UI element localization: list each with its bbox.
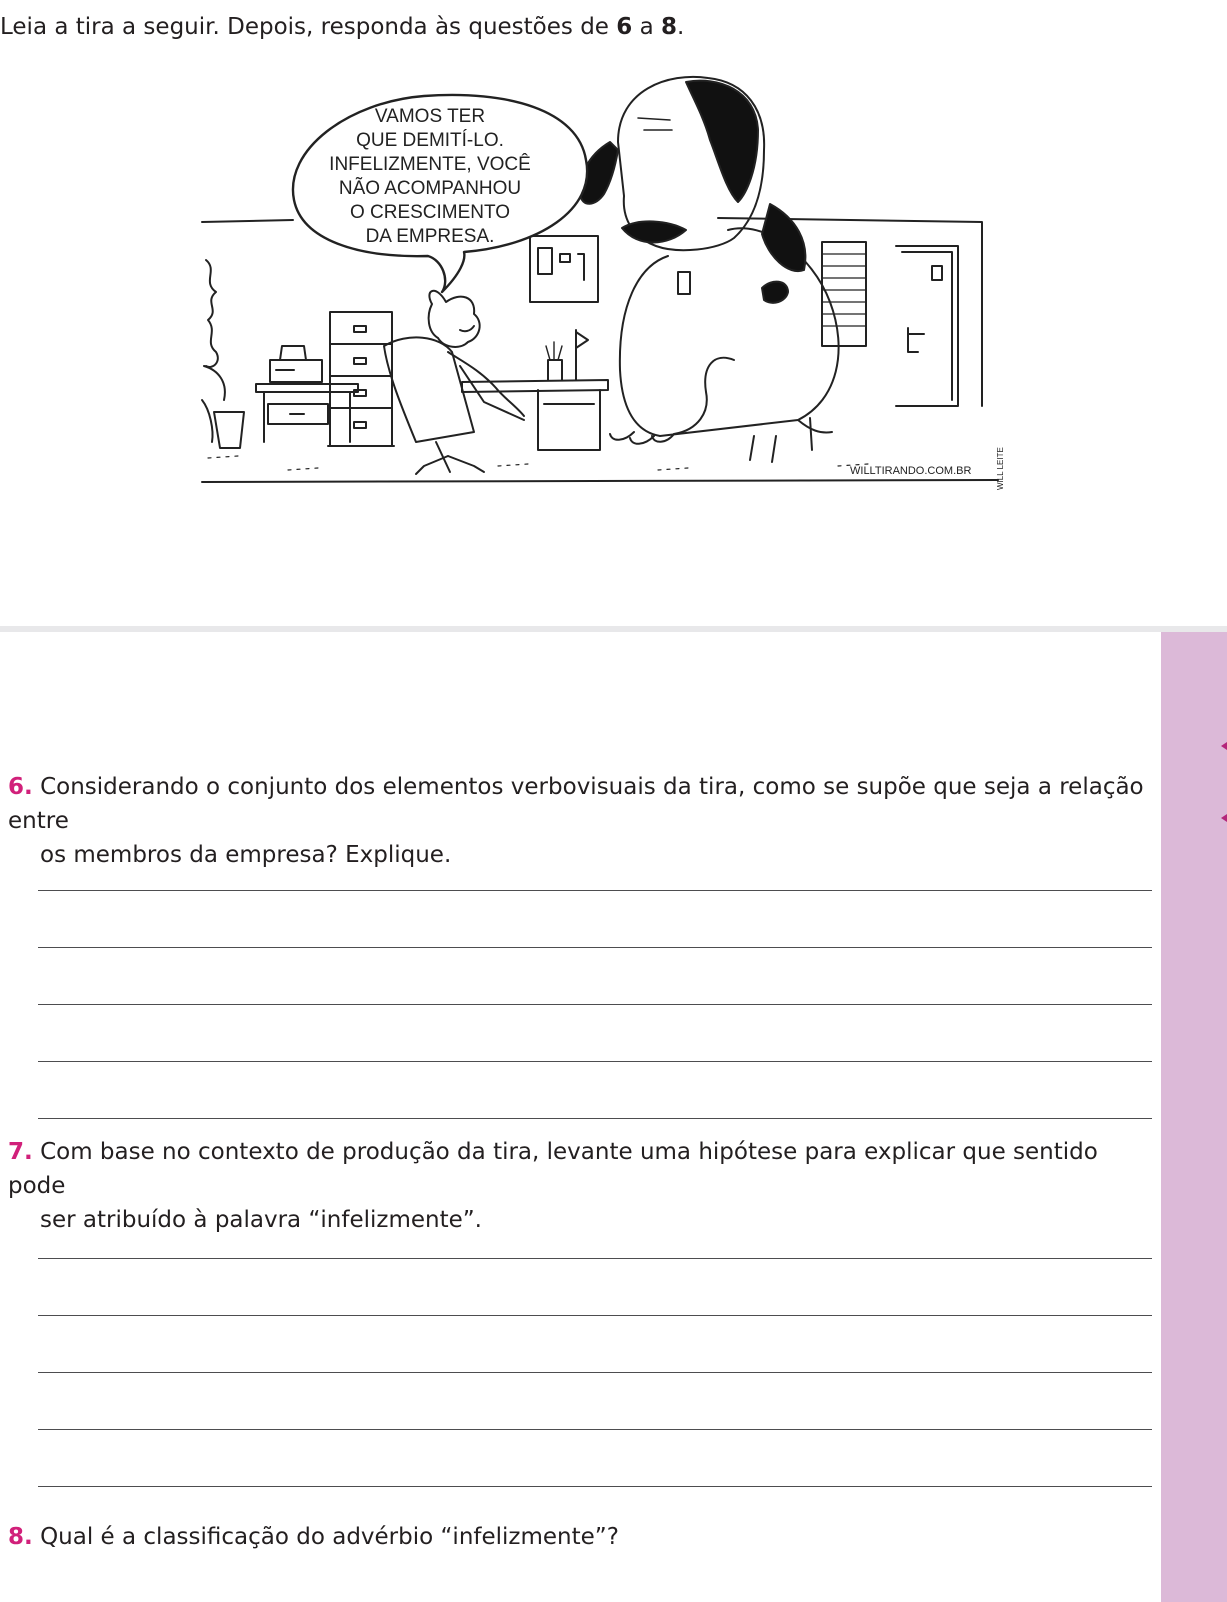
answer-line[interactable] [38,1258,1152,1259]
instructions: Leia a tira a seguir. Depois, responda às questões de 6 a 8. [0,14,685,40]
question-text-cont: ser atribuído à palavra “infelizmente”. [40,1207,482,1233]
question-text: Qual é a classificação do advérbio “infelizmente”? [40,1524,619,1550]
speech-line: VAMOS TER [374,106,486,127]
answer-line[interactable] [38,1004,1152,1005]
question-6 [8,770,1158,872]
question-text-cont: os membros da empresa? Explique. [40,842,452,868]
answer-line[interactable] [38,1486,1152,1487]
answer-line[interactable] [38,1315,1152,1316]
answer-line[interactable] [38,890,1152,891]
desk-drawing [462,330,608,450]
question-ref-first: 6 [616,14,633,40]
comic-site: WILLTIRANDO.COM.BR [850,465,972,477]
margin-band [1161,632,1227,1602]
floor-line [202,480,998,482]
answer-line[interactable] [38,947,1152,948]
dog-drawing [580,77,839,462]
speech-line: O CRESCIMENTO [349,202,511,223]
question-text: Considerando o conjunto dos elementos verbovisuais da tira, como se supõe que seja a relação entre [8,774,1144,834]
file-cabinet-drawing [328,312,394,446]
answer-line[interactable] [38,1118,1152,1119]
question-ref-last: 8 [661,14,678,40]
speech-line: INFELIZMENTE, VOCÊ [329,154,531,175]
printer-desk-drawing [256,346,358,442]
question-number: 8. [8,1524,33,1550]
answer-line[interactable] [38,1061,1152,1062]
answer-line[interactable] [38,1372,1152,1373]
margin-marker-icon [1221,742,1227,750]
answer-line[interactable] [38,1429,1152,1430]
question-7 [8,1135,1158,1237]
window-door-drawing [822,242,958,406]
question-number: 7. [8,1139,33,1165]
speech-line: QUE DEMITÍ-LO. [356,130,504,151]
wall-frame-drawing [530,236,598,302]
margin-marker-icon [1221,814,1227,822]
wall-line [202,220,293,222]
comic-strip [198,70,1010,502]
question-text: Com base no contexto de produção da tira, levante uma hipótese para explicar que sentido pode [8,1139,1098,1199]
section-divider [0,626,1227,632]
question-8 [8,1520,1158,1554]
question-number: 6. [8,774,33,800]
plant-drawing [202,260,244,448]
comic-credit: WILL LEITE [996,447,1005,490]
speech-line: DA EMPRESA. [365,226,495,247]
speech-line: NÃO ACOMPANHOU [338,178,522,199]
